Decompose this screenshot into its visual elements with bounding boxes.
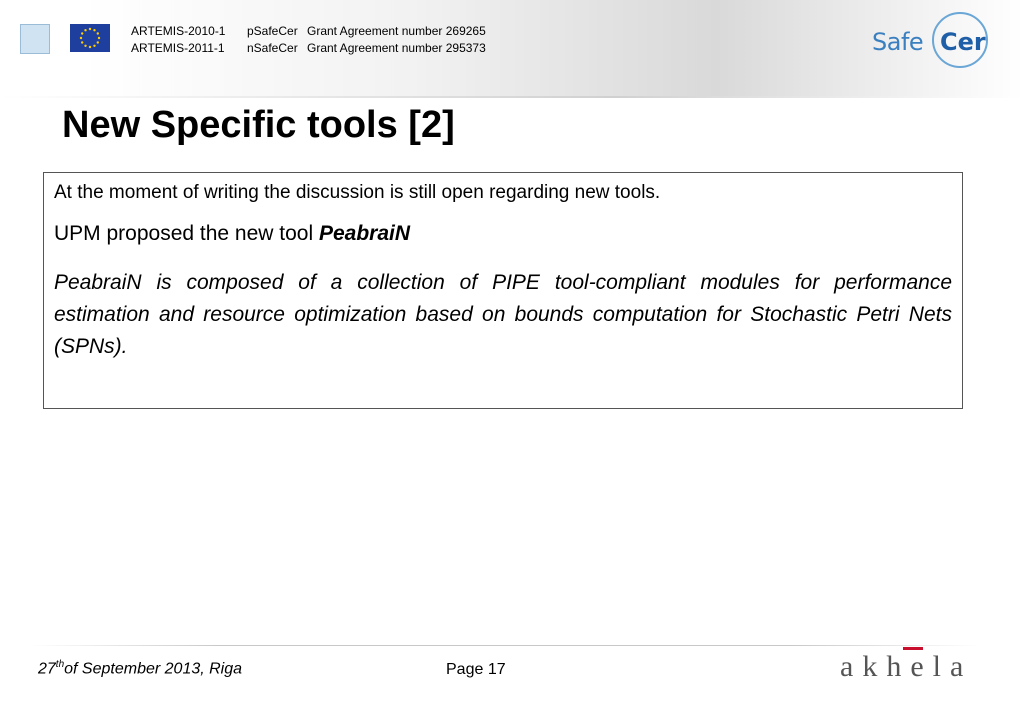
date-day: 27 [38,660,56,678]
grant-code: ARTEMIS-2011-1 [131,41,225,55]
safecer-logo-cer: Cer [940,28,986,56]
proposal-tool-name: PeabraiN [318,222,411,245]
grant-agreement: Grant Agreement number 269265 [307,24,486,38]
grant-project: pSafeCer [247,24,298,38]
page-number: Page 17 [446,661,506,678]
proposal-paragraph [54,220,952,248]
grant-line-1 [131,24,486,38]
grant-code: ARTEMIS-2010-1 [131,24,226,38]
artemis-logo-icon [20,24,50,54]
grant-project: nSafeCer [247,41,298,55]
description-paragraph: PeabraiN is composed of a collection of PIPE tool-compliant modules for performance estimation and resource optimization based on bounds computation for Stochastic Petri Nets (SPNs). [54,271,952,358]
safecer-logo-text: Safe [872,28,924,56]
intro-paragraph: At the moment of writing the discussion is still open regarding new tools. [54,182,661,203]
akhela-logo-text: akhela [840,650,973,683]
footer-divider [30,645,980,646]
proposal-prefix: UPM proposed the new tool [54,222,319,245]
safecer-logo [872,12,997,72]
date-suffix: th [55,659,65,670]
akhela-logo-mark [903,647,923,650]
slide-title: New Specific tools [2] [62,104,455,146]
header-divider [0,96,1023,98]
date-rest: of September 2013, Riga [64,660,243,678]
content-box [43,172,963,409]
grant-line-2 [131,41,486,55]
eu-flag-icon [70,24,110,52]
grant-agreement: Grant Agreement number 295373 [307,41,486,55]
footer-date [38,659,242,678]
